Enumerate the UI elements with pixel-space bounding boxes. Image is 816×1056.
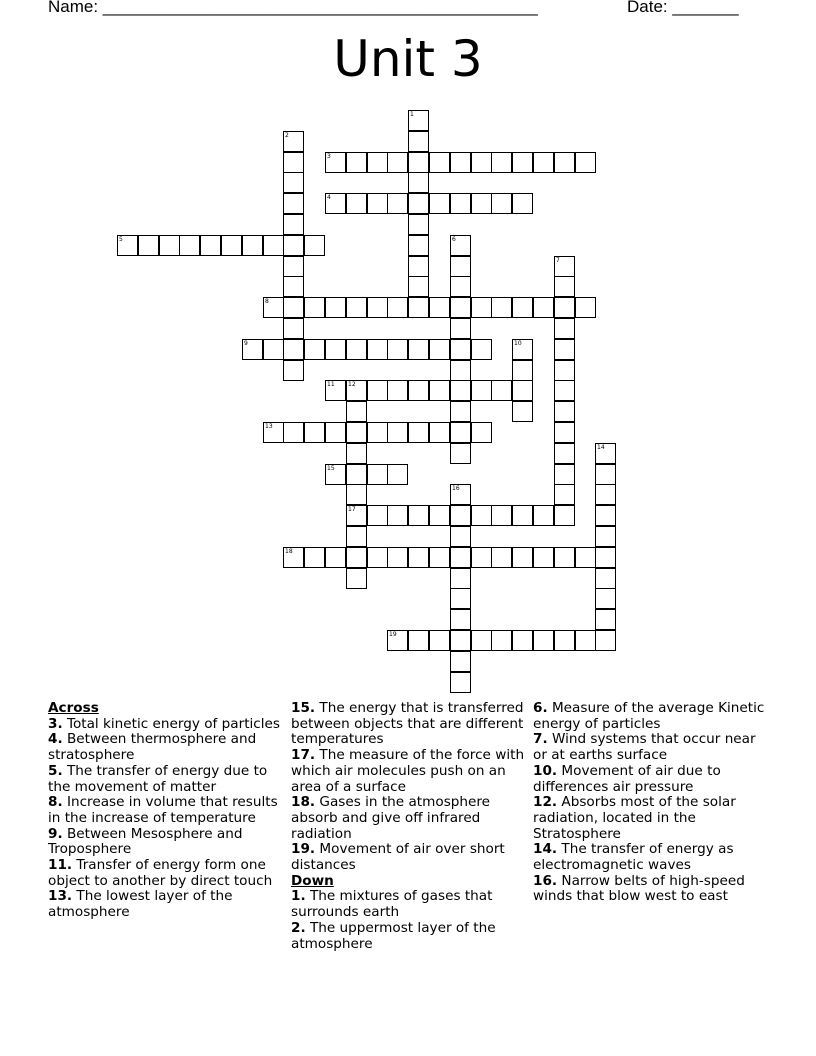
crossword-cell[interactable] [595, 568, 616, 589]
crossword-cell[interactable] [387, 547, 408, 568]
clue-number: 19 [389, 631, 397, 638]
crossword-cell[interactable] [346, 443, 367, 464]
crossword-cell[interactable] [512, 401, 533, 422]
clue-number: 13 [265, 423, 273, 430]
crossword-cell[interactable] [221, 235, 242, 256]
crossword-cell[interactable] [283, 547, 304, 568]
crossword-cell[interactable] [367, 547, 388, 568]
crossword-cell[interactable] [408, 505, 429, 526]
crossword-cell[interactable] [554, 505, 575, 526]
clues-column-3 [533, 701, 773, 905]
crossword-cell[interactable] [159, 235, 180, 256]
clue-number: 16 [452, 485, 460, 492]
crossword-cell[interactable] [283, 193, 304, 214]
crossword-cell[interactable] [450, 318, 471, 339]
crossword-cell[interactable] [325, 464, 346, 485]
clue-down-7: 7. Wind systems that occur near or at earths surface [533, 731, 756, 764]
crossword-cell[interactable] [554, 422, 575, 443]
crossword-cell[interactable] [283, 131, 304, 152]
crossword-cell[interactable] [512, 193, 533, 214]
clue-number: 8 [265, 298, 269, 305]
crossword-cell[interactable] [283, 214, 304, 235]
crossword-cell[interactable] [450, 484, 471, 505]
crossword-cell[interactable] [554, 464, 575, 485]
crossword-cell[interactable] [367, 193, 388, 214]
clue-number: 5 [119, 236, 123, 243]
crossword-cell[interactable] [595, 588, 616, 609]
crossword-cell[interactable] [429, 422, 450, 443]
clue-down-16: 16. Narrow belts of high-speed winds that blow west to east [533, 872, 745, 905]
crossword-cell[interactable] [450, 380, 471, 401]
crossword-cell[interactable] [346, 380, 367, 401]
crossword-cell[interactable] [367, 152, 388, 173]
crossword-cell[interactable] [450, 152, 471, 173]
clue-down-1: 1. The mixtures of gases that surrounds earth [291, 888, 493, 921]
across-heading: Across [48, 700, 99, 716]
clue-number: 12 [348, 381, 356, 388]
clues-column-1 [48, 701, 286, 921]
crossword-cell[interactable] [512, 505, 533, 526]
down-heading: Down [291, 872, 334, 889]
crossword-cell[interactable] [450, 443, 471, 464]
crossword-cell[interactable] [283, 339, 304, 360]
crossword-cell[interactable] [450, 568, 471, 589]
crossword-cell[interactable] [554, 318, 575, 339]
crossword-cell[interactable] [408, 630, 429, 651]
clue-across-3: 3. Total kinetic energy of particles [48, 715, 281, 732]
crossword-cell[interactable] [346, 484, 367, 505]
crossword-cell[interactable] [491, 630, 512, 651]
crossword-cell[interactable] [533, 505, 554, 526]
crossword-cell[interactable] [242, 235, 263, 256]
crossword-cell[interactable] [429, 505, 450, 526]
clue-across-17: 17. The measure of the force with which air molecules push on an area of a surface [291, 747, 525, 795]
crossword-cell[interactable] [450, 505, 471, 526]
crossword-cell[interactable] [512, 152, 533, 173]
crossword-cell[interactable] [533, 630, 554, 651]
crossword-cell[interactable] [263, 297, 284, 318]
crossword-cell[interactable] [325, 339, 346, 360]
crossword-cell[interactable] [117, 235, 138, 256]
crossword-cell[interactable] [387, 339, 408, 360]
crossword-cell[interactable] [325, 422, 346, 443]
crossword-cell[interactable] [595, 526, 616, 547]
clue-down-6: 6. Measure of the average Kinetic energy of particles [533, 700, 765, 732]
crossword-cell[interactable] [263, 422, 284, 443]
clue-number: 1 [410, 111, 414, 118]
crossword-cell[interactable] [387, 464, 408, 485]
crossword-cell[interactable] [595, 484, 616, 505]
crossword-cell[interactable] [408, 276, 429, 297]
crossword-cell[interactable] [408, 172, 429, 193]
crossword-cell[interactable] [408, 422, 429, 443]
name-field-label: Name: ______________________________________________ [48, 0, 538, 16]
crossword-cell[interactable] [595, 609, 616, 630]
crossword-cell[interactable] [429, 339, 450, 360]
crossword-cell[interactable] [512, 630, 533, 651]
crossword-cell[interactable] [471, 193, 492, 214]
crossword-cell[interactable] [346, 526, 367, 547]
crossword-cell[interactable] [491, 380, 512, 401]
crossword-cell[interactable] [408, 380, 429, 401]
clue-across-15: 15. The energy that is transferred between objects that are different temperatures [291, 700, 524, 748]
crossword-cell[interactable] [554, 547, 575, 568]
crossword-cell[interactable] [283, 297, 304, 318]
clue-number: 3 [327, 153, 331, 160]
crossword-cell[interactable] [200, 235, 221, 256]
crossword-cell[interactable] [471, 380, 492, 401]
crossword-cell[interactable] [450, 297, 471, 318]
crossword-cell[interactable] [387, 380, 408, 401]
crossword-cell[interactable] [283, 318, 304, 339]
crossword-cell[interactable] [387, 152, 408, 173]
crossword-cell[interactable] [491, 152, 512, 173]
crossword-cell[interactable] [512, 297, 533, 318]
crossword-cell[interactable] [450, 235, 471, 256]
clue-down-14: 14. The transfer of energy as electromagnetic waves [533, 841, 734, 874]
crossword-cell[interactable] [367, 422, 388, 443]
crossword-cell[interactable] [554, 297, 575, 318]
crossword-cell[interactable] [387, 630, 408, 651]
crossword-cell[interactable] [408, 110, 429, 131]
clue-number: 4 [327, 194, 331, 201]
crossword-cell[interactable] [387, 422, 408, 443]
clue-number: 11 [327, 381, 335, 388]
crossword-cell[interactable] [387, 297, 408, 318]
crossword-cell[interactable] [367, 505, 388, 526]
clue-across-9: 9. Between Mesosphere and Troposphere [48, 825, 243, 858]
crossword-cell[interactable] [429, 547, 450, 568]
crossword-cell[interactable] [554, 339, 575, 360]
crossword-cell[interactable] [408, 235, 429, 256]
clue-number: 9 [244, 340, 248, 347]
clue-number: 14 [597, 444, 605, 451]
crossword-cell[interactable] [491, 193, 512, 214]
crossword-cell[interactable] [554, 380, 575, 401]
crossword-cell[interactable] [408, 193, 429, 214]
crossword-cell[interactable] [138, 235, 159, 256]
crossword-cell[interactable] [283, 235, 304, 256]
crossword-cell[interactable] [325, 193, 346, 214]
crossword-cell[interactable] [304, 339, 325, 360]
crossword-cell[interactable] [283, 152, 304, 173]
crossword-cell[interactable] [533, 152, 554, 173]
crossword-cell[interactable] [450, 193, 471, 214]
crossword-cell[interactable] [429, 152, 450, 173]
clue-number: 10 [514, 340, 522, 347]
crossword-cell[interactable] [429, 380, 450, 401]
crossword-cell[interactable] [263, 339, 284, 360]
clue-number: 17 [348, 506, 356, 513]
clue-down-12: 12. Absorbs most of the solar radiation, located in the Stratosphere [533, 794, 736, 842]
crossword-cell[interactable] [595, 505, 616, 526]
clue-across-19: 19. Movement of air over short distances [291, 841, 505, 874]
page-title: Unit 3 [333, 30, 483, 88]
crossword-cell[interactable] [450, 422, 471, 443]
crossword-cell[interactable] [325, 152, 346, 173]
crossword-cell[interactable] [491, 297, 512, 318]
crossword-cell[interactable] [346, 464, 367, 485]
crossword-cell[interactable] [429, 297, 450, 318]
crossword-cell[interactable] [346, 193, 367, 214]
crossword-cell[interactable] [346, 339, 367, 360]
crossword-cell[interactable] [533, 297, 554, 318]
crossword-cell[interactable] [512, 547, 533, 568]
crossword-cell[interactable] [512, 380, 533, 401]
clue-number: 6 [452, 236, 456, 243]
crossword-cell[interactable] [471, 152, 492, 173]
crossword-cell[interactable] [595, 630, 616, 651]
crossword-cell[interactable] [554, 256, 575, 277]
crossword-cell[interactable] [429, 630, 450, 651]
crossword-cell[interactable] [283, 172, 304, 193]
crossword-cell[interactable] [471, 339, 492, 360]
crossword-cell[interactable] [346, 152, 367, 173]
clue-across-4: 4. Between thermosphere and stratosphere [48, 731, 257, 764]
crossword-cell[interactable] [283, 360, 304, 381]
clue-across-18: 18. Gases in the atmosphere absorb and give off infrared radiation [291, 794, 491, 842]
crossword-cell[interactable] [367, 297, 388, 318]
crossword-cell[interactable] [471, 630, 492, 651]
clue-down-2: 2. The uppermost layer of the atmosphere [291, 919, 496, 952]
crossword-cell[interactable] [263, 235, 284, 256]
crossword-cell[interactable] [575, 152, 596, 173]
crossword-cell[interactable] [554, 276, 575, 297]
crossword-cell[interactable] [346, 568, 367, 589]
clue-across-5: 5. The transfer of energy due to the movement of matter [48, 762, 268, 795]
crossword-cell[interactable] [554, 630, 575, 651]
crossword-cell[interactable] [595, 464, 616, 485]
crossword-cell[interactable] [304, 297, 325, 318]
crossword-cell[interactable] [304, 547, 325, 568]
crossword-cell[interactable] [491, 505, 512, 526]
crossword-cell[interactable] [471, 297, 492, 318]
crossword-cell[interactable] [387, 193, 408, 214]
crossword-cell[interactable] [242, 339, 263, 360]
clue-across-8: 8. Increase in volume that results in the increase of temperature [48, 794, 278, 826]
date-field-label: Date: _______ [627, 0, 739, 16]
crossword-cell[interactable] [304, 235, 325, 256]
crossword-cell[interactable] [450, 276, 471, 297]
crossword-cell[interactable] [595, 547, 616, 568]
crossword-cell[interactable] [471, 422, 492, 443]
crossword-cell[interactable] [408, 152, 429, 173]
crossword-cell[interactable] [325, 297, 346, 318]
crossword-cell[interactable] [408, 131, 429, 152]
crossword-cell[interactable] [408, 547, 429, 568]
crossword-cell[interactable] [367, 339, 388, 360]
clue-number: 18 [285, 548, 293, 555]
crossword-cell[interactable] [450, 339, 471, 360]
crossword-cell[interactable] [304, 422, 325, 443]
clue-number: 7 [556, 257, 560, 264]
clue-number: 15 [327, 465, 335, 472]
crossword-cell[interactable] [450, 526, 471, 547]
crossword-cell[interactable] [533, 547, 554, 568]
crossword-cell[interactable] [325, 380, 346, 401]
crossword-cell[interactable] [283, 422, 304, 443]
crossword-cell[interactable] [408, 214, 429, 235]
crossword-cell[interactable] [450, 609, 471, 630]
crossword-cell[interactable] [387, 505, 408, 526]
crossword-cell[interactable] [179, 235, 200, 256]
crossword-cell[interactable] [512, 360, 533, 381]
crossword-cell[interactable] [450, 588, 471, 609]
crossword-cell[interactable] [429, 193, 450, 214]
crossword-cell[interactable] [367, 380, 388, 401]
crossword-cell[interactable] [346, 401, 367, 422]
crossword-cell[interactable] [450, 256, 471, 277]
crossword-cell[interactable] [554, 401, 575, 422]
crossword-cell[interactable] [450, 360, 471, 381]
crossword-cell[interactable] [346, 297, 367, 318]
crossword-cell[interactable] [367, 464, 388, 485]
crossword-cell[interactable] [450, 672, 471, 693]
crossword-cell[interactable] [575, 547, 596, 568]
clue-down-10: 10. Movement of air due to differences air pressure [533, 762, 721, 795]
crossword-cell[interactable] [408, 339, 429, 360]
crossword-cell[interactable] [575, 630, 596, 651]
clue-across-13: 13. The lowest layer of the atmosphere [48, 888, 233, 921]
crossword-cell[interactable] [346, 422, 367, 443]
crossword-cell[interactable] [450, 547, 471, 568]
crossword-cell[interactable] [471, 547, 492, 568]
crossword-cell[interactable] [554, 443, 575, 464]
crossword-cell[interactable] [554, 360, 575, 381]
crossword-cell[interactable] [450, 630, 471, 651]
clue-across-11: 11. Transfer of energy form one object to another by direct touch [48, 857, 273, 889]
crossword-cell[interactable] [325, 547, 346, 568]
crossword-cell[interactable] [595, 443, 616, 464]
crossword-cell[interactable] [283, 256, 304, 277]
crossword-cell[interactable] [408, 297, 429, 318]
crossword-cell[interactable] [450, 401, 471, 422]
crossword-cell[interactable] [408, 256, 429, 277]
crossword-cell[interactable] [575, 297, 596, 318]
crossword-cell[interactable] [512, 339, 533, 360]
crossword-cell[interactable] [346, 505, 367, 526]
crossword-cell[interactable] [283, 276, 304, 297]
clue-number: 2 [285, 132, 289, 139]
crossword-cell[interactable] [554, 152, 575, 173]
clues-column-2 [291, 701, 529, 952]
crossword-cell[interactable] [346, 547, 367, 568]
crossword-cell[interactable] [471, 505, 492, 526]
crossword-cell[interactable] [491, 547, 512, 568]
crossword-cell[interactable] [450, 651, 471, 672]
crossword-cell[interactable] [554, 484, 575, 505]
